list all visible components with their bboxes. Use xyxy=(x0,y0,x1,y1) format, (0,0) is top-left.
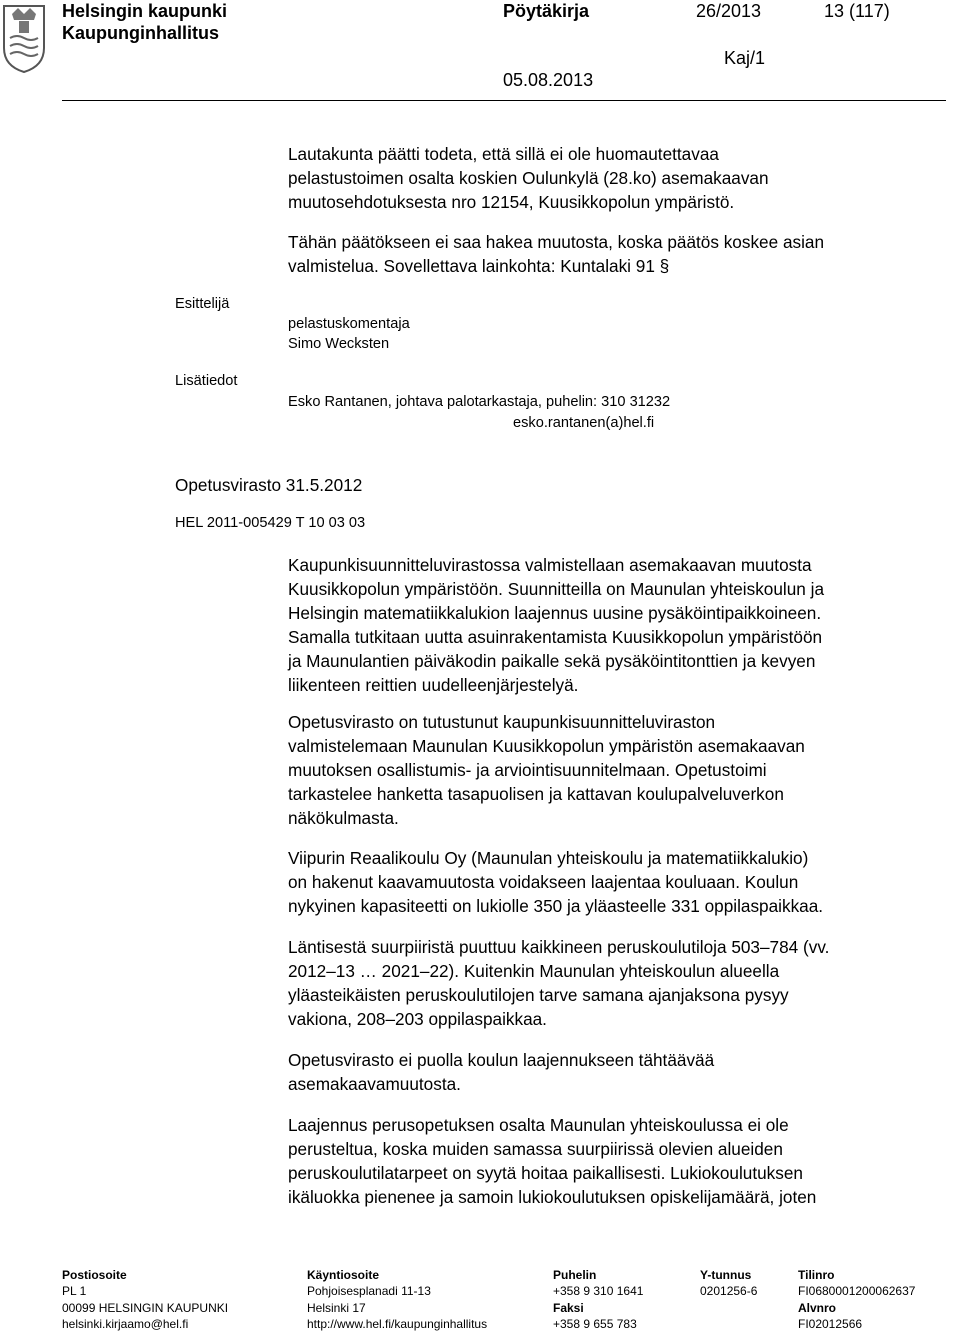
footer-visit-heading: Käyntiosoite xyxy=(307,1268,380,1282)
footer-account-heading: Tilinro xyxy=(798,1268,835,1282)
footer-phone-number: +358 9 310 1641 xyxy=(553,1284,644,1299)
footer-email-link[interactable]: helsinki.kirjaamo@hel.fi xyxy=(62,1316,189,1331)
footer-phone xyxy=(553,1267,643,1332)
statement-paragraph-4: Läntisestä suurpiiristä puuttuu kaikkineen peruskoulutiloja 503–784 (vv. 2012–13 … 2021–22). Kuitenkin Maunulan yhteiskoulun alueella yläasteikäisten peruskoulutilojen tarve samana ajanjaksona pysyy vakiona, 208–203 oppilaspaikkaa. xyxy=(288,937,830,1029)
footer-postal-city: 00099 HELSINGIN KAUPUNKI xyxy=(62,1300,229,1315)
footer-website-link[interactable]: http://www.hel.fi/kaupunginhallitus xyxy=(307,1316,488,1331)
presenter-label: Esittelijä xyxy=(175,296,230,312)
footer-business-id-value: 0201256-6 xyxy=(700,1284,758,1299)
footer-business-id xyxy=(700,1267,757,1300)
statement-paragraph-3: Viipurin Reaalikoulu Oy (Maunulan yhteiskoulu ja matematiikkalukio) on hakenut kaavamuutosta voidakseen laajentaa kouluaan. Koulun nykyinen kapasiteetti on lukiolle 350 ja yläasteelle 331 oppilaspaikkaa. xyxy=(288,848,824,916)
footer-phone-heading: Puhelin xyxy=(553,1268,597,1282)
statement-paragraph-1: Kaupunkisuunnitteluvirastossa valmistellaan asemakaavan muutosta Kuusikkopolun ympäristöön. Suunnitteilla on Maunulan yhteiskoulun ja Helsingin matematiikkalukion laajennus uusine pysäköintipaikkoineen. Samalla tutkitaan uutta asuinrakentamista Kuusikkopolun ympäristöön ja Maunulantien päiväkodin paikalle sekä pysäköintitonttien ja kevyen liikenteen reittien uudelleenjärjestelyä. xyxy=(288,555,825,695)
statement-paragraph-2: Opetusvirasto on tutustunut kaupunkisuunnitteluviraston valmistelemaan Maunulan Kuusikkopolun ympäristön asemakaavan muutoksen osallistumis- ja arviointisuunnitelmaan. Opetustoimi tarkastelee hanketta tasapuolisen ja kattavan koulupalveluverkon näkökulmasta. xyxy=(288,712,805,828)
footer-business-id-heading: Y-tunnus xyxy=(700,1268,752,1282)
diary-number: HEL 2011-005429 T 10 03 03 xyxy=(175,515,366,531)
footer-vat-number: FI02012566 xyxy=(798,1316,863,1331)
footer-postal-box: PL 1 xyxy=(62,1284,87,1299)
footer-visit-city: Helsinki 17 xyxy=(307,1300,366,1315)
footer-visiting-address xyxy=(307,1267,487,1332)
meeting-number: 26/2013 xyxy=(696,1,762,21)
footer-fax-heading: Faksi xyxy=(553,1300,584,1315)
item-code: Kaj/1 xyxy=(724,48,766,68)
meeting-date: 05.08.2013 xyxy=(503,70,594,90)
section-title: Opetusvirasto 31.5.2012 xyxy=(175,475,363,495)
statement-paragraph-5: Opetusvirasto ei puolla koulun laajennukseen tähtäävää asemakaavamuutosta. xyxy=(288,1050,715,1094)
footer-postal-address xyxy=(62,1267,228,1332)
header-divider xyxy=(62,100,946,101)
footer-fax-number: +358 9 655 783 xyxy=(553,1316,637,1331)
city-coat-of-arms-icon xyxy=(2,4,46,74)
footer-account-number: FI0680001200062637 xyxy=(798,1284,916,1299)
contact-person: Esko Rantanen, johtava palotarkastaja, puhelin: 310 31232 xyxy=(288,394,671,410)
decision-paragraph: Lautakunta päätti todeta, että sillä ei ole huomautettavaa pelastustoimen osalta koskien Oulunkylä (28.ko) asemakaavan muutosehdotuksesta nro 12154, Kuusikkopolun ympäristö. xyxy=(288,144,769,212)
presenter-title: pelastuskomentaja xyxy=(288,316,410,332)
page-info: 13 (117) xyxy=(824,1,890,21)
document-type: Pöytäkirja xyxy=(503,1,590,21)
footer-account xyxy=(798,1267,915,1332)
organization-body: Kaupunginhallitus xyxy=(62,23,219,43)
statement-paragraph-6: Laajennus perusopetuksen osalta Maunulan yhteiskoulussa ei ole perusteltua, koska muiden samassa suurpiirissä olevien alueiden peruskoulutilatarpeet on syytä hoitaa paikallisesti. Lukiokoulutuksen ikäluokka pienenee ja samoin lukiokoulutuksen opiskelijamäärä, joten xyxy=(288,1115,817,1207)
footer-postal-heading: Postiosoite xyxy=(62,1268,127,1282)
footer-vat-heading: Alvnro xyxy=(798,1300,837,1315)
organization-name: Helsingin kaupunki xyxy=(62,1,228,21)
appeal-notice-paragraph: Tähän päätökseen ei saa hakea muutosta, koska päätös koskee asian valmistelua. Sovellettava lainkohta: Kuntalaki 91 § xyxy=(288,232,825,276)
footer-street: Pohjoisesplanadi 11-13 xyxy=(307,1284,431,1299)
more-info-label: Lisätiedot xyxy=(175,373,238,389)
presenter-name: Simo Wecksten xyxy=(288,336,390,352)
contact-email: esko.rantanen(a)hel.fi xyxy=(513,415,655,431)
